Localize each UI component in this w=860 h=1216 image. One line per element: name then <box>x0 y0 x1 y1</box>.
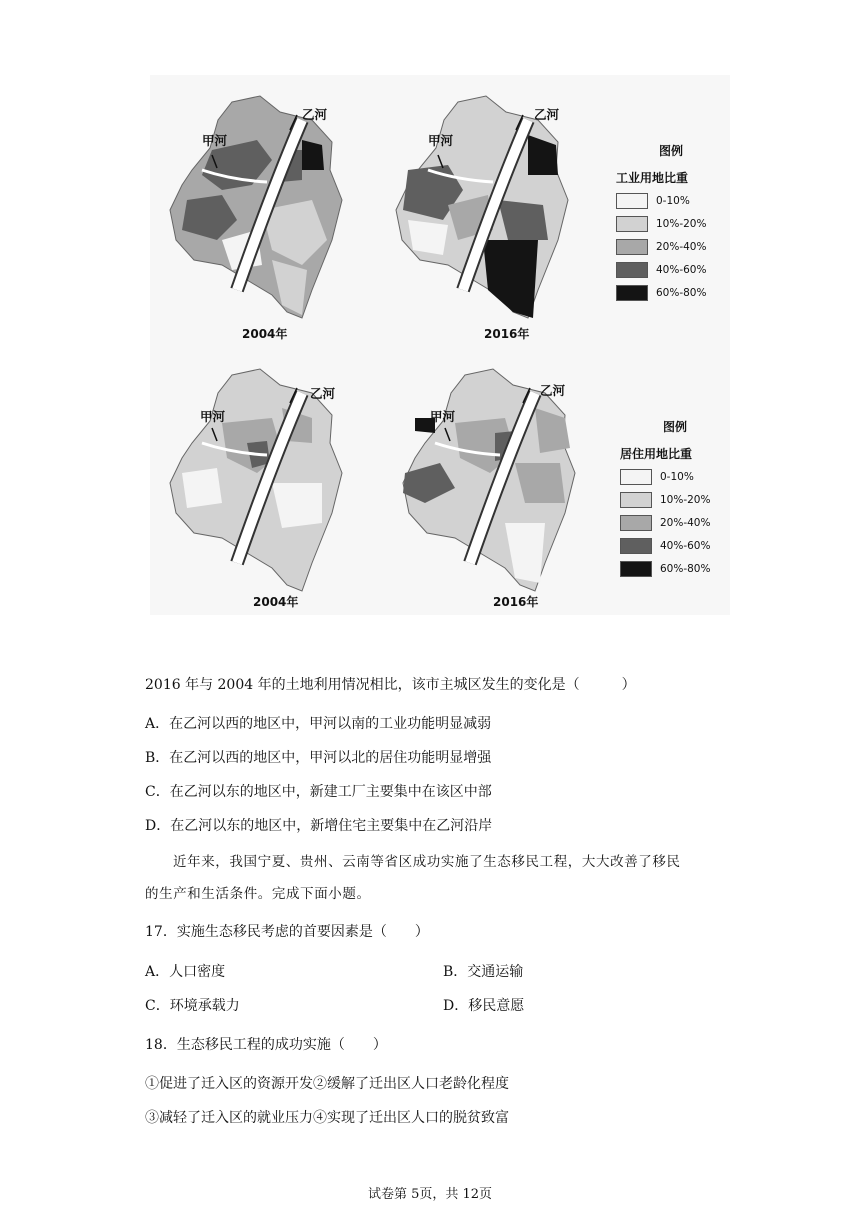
question16-option-a: A．在乙河以西的地区中，甲河以南的工业功能明显减弱 <box>145 716 492 732</box>
legend-swatch <box>616 239 648 255</box>
question16-option-c: C．在乙河以东的地区中，新建工厂主要集中在该区中部 <box>145 784 492 800</box>
question17-option-c: C．环境承载力 <box>145 998 240 1014</box>
river-label-yi: 乙河 <box>302 107 328 122</box>
legend-subtitle: 工业用地比重 <box>616 171 689 185</box>
legend-item: 0-10% <box>616 193 726 209</box>
question17-option-b: B．交通运输 <box>443 964 524 980</box>
question18-stem: 18．生态移民工程的成功实施（ ） <box>145 1037 387 1053</box>
map-caption: 2004年 <box>253 595 299 609</box>
question18-statements-line-2: ③减轻了迁入区的就业压力④实现了迁出区人口的脱贫致富 <box>145 1110 509 1126</box>
legend-item: 10%-20% <box>620 492 730 508</box>
legend-item: 20%-40% <box>620 515 730 531</box>
map-residential-2016 <box>395 363 595 603</box>
legend-swatch <box>616 193 648 209</box>
legend-item: 0-10% <box>620 469 730 485</box>
map-caption: 2016年 <box>493 595 539 609</box>
legend-item: 60%-80% <box>616 285 726 301</box>
legend-swatch <box>616 262 648 278</box>
question18-statements-line-1: ①促进了迁入区的资源开发②缓解了迁出区人口老龄化程度 <box>145 1076 509 1092</box>
legend-residential <box>620 418 730 577</box>
legend-item: 10%-20% <box>616 216 726 232</box>
legend-industrial <box>616 142 726 301</box>
question16-option-d: D．在乙河以东的地区中，新增住宅主要集中在乙河沿岸 <box>145 818 493 834</box>
legend-subtitle: 居住用地比重 <box>620 447 693 461</box>
land-use-figure <box>150 75 730 615</box>
legend-item: 20%-40% <box>616 239 726 255</box>
question17-stem: 17．实施生态移民考虑的首要因素是（ ） <box>145 924 429 940</box>
legend-item: 40%-60% <box>620 538 730 554</box>
legend-title: 图例 <box>662 420 687 434</box>
map-caption: 2004年 <box>242 327 288 341</box>
river-label-jia: 甲河 <box>200 409 226 424</box>
legend-item: 40%-60% <box>616 262 726 278</box>
legend-swatch <box>616 285 648 301</box>
river-label-jia: 甲河 <box>202 133 228 148</box>
legend-item: 60%-80% <box>620 561 730 577</box>
question16-option-b: B．在乙河以西的地区中，甲河以北的居住功能明显增强 <box>145 750 492 766</box>
river-label-yi: 乙河 <box>540 383 566 398</box>
legend-swatch <box>620 561 652 577</box>
map-caption: 2016年 <box>484 327 530 341</box>
question17-option-d: D．移民意愿 <box>443 998 525 1014</box>
river-label-yi: 乙河 <box>534 107 560 122</box>
legend-swatch <box>620 469 652 485</box>
question16-stem: 2016 年与 2004 年的土地利用情况相比，该市主城区发生的变化是（ ） <box>145 677 636 693</box>
river-label-yi: 乙河 <box>310 386 336 401</box>
map-industrial-2004 <box>162 90 362 330</box>
question17-option-a: A．人口密度 <box>145 964 226 980</box>
legend-title: 图例 <box>658 144 683 158</box>
legend-swatch <box>620 515 652 531</box>
passage-line-1: 近年来，我国宁夏、贵州、云南等省区成功实施了生态移民工程，大大改善了移民 <box>173 854 681 870</box>
legend-swatch <box>620 492 652 508</box>
page-footer: 试卷第 5页，共 12页 <box>367 1187 493 1202</box>
legend-swatch <box>616 216 648 232</box>
river-label-jia: 甲河 <box>430 409 456 424</box>
passage-line-2: 的生产和生活条件。完成下面小题。 <box>145 886 371 902</box>
map-industrial-2016 <box>388 90 588 330</box>
river-label-jia: 甲河 <box>428 133 454 148</box>
legend-swatch <box>620 538 652 554</box>
